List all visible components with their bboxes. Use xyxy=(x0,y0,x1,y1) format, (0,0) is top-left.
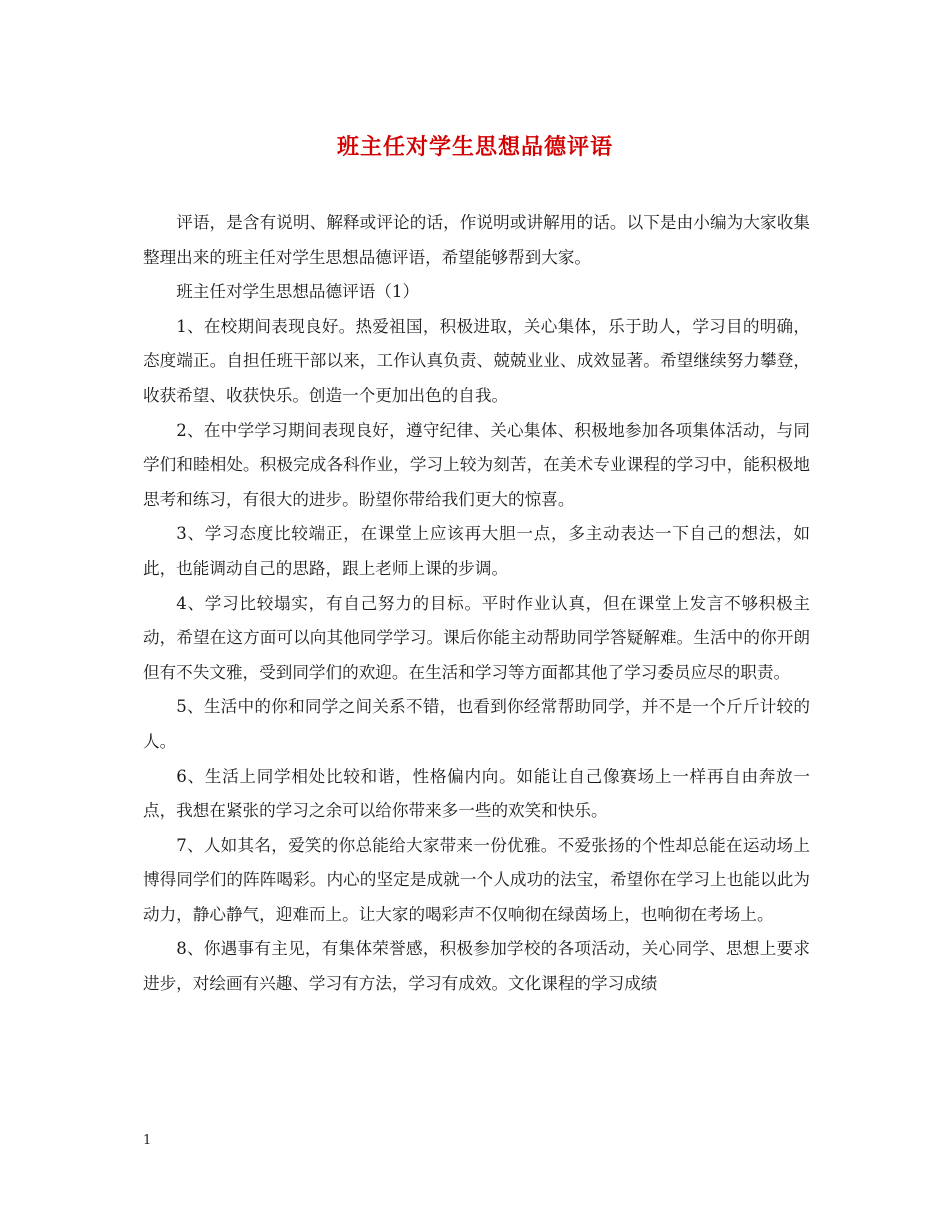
comment-paragraph: 4、学习比较塌实，有自己努力的目标。平时作业认真，但在课堂上发言不够积极主动，希望在这方面可以向其他同学学习。课后你能主动帮助同学答疑解难。生活中的你开朗但有不失文雅，受到同学们的欢迎。在生活和学习等方面都其他了学习委员应尽的职责。 xyxy=(143,593,810,682)
comment-paragraph: 7、人如其名，爱笑的你总能给大家带来一份优雅。不爱张扬的个性却总能在运动场上博得同学们的阵阵喝彩。内心的坚定是成就一个人成功的法宝，希望你在学习上也能以此为动力，静心静气，迎难而上。让大家的喝彩声不仅响彻在绿茵场上，也响彻在考场上。 xyxy=(143,835,810,924)
intro-paragraph: 评语，是含有说明、解释或评论的话，作说明或讲解用的话。以下是由小编为大家收集整理出来的班主任对学生思想品德评语，希望能够帮到大家。 xyxy=(143,213,810,267)
comment-paragraph: 2、在中学学习期间表现良好，遵守纪律、关心集体、积极地参加各项集体活动，与同学们和睦相处。积极完成各科作业，学习上较为刻苦，在美术专业课程的学习中，能积极地思考和练习，有很大的进步。盼望你带给我们更大的惊喜。 xyxy=(143,420,810,509)
comment-paragraph: 6、生活上同学相处比较和谐，性格偏内向。如能让自己像赛场上一样再自由奔放一点，我想在紧张的学习之余可以给你带来多一些的欢笑和快乐。 xyxy=(143,766,810,821)
document-title: 班主任对学生思想品德评语 xyxy=(336,134,613,160)
comment-paragraph: 3、学习态度比较端正，在课堂上应该再大胆一点，多主动表达一下自己的想法，如此，也能调动自己的思路，跟上老师上课的步调。 xyxy=(143,524,810,578)
comment-paragraph: 8、你遇事有主见，有集体荣誉感，积极参加学校的各项活动，关心同学、思想上要求进步，对绘画有兴趣、学习有方法，学习有成效。文化课程的学习成绩 xyxy=(143,939,810,994)
section-heading: 班主任对学生思想品德评语（1） xyxy=(176,282,420,302)
page-number: 1 xyxy=(143,1133,152,1148)
comment-paragraph: 1、在校期间表现良好。热爱祖国，积极进取，关心集体，乐于助人，学习目的明确，态度端正。自担任班干部以来，工作认真负责、兢兢业业、成效显著。希望继续努力攀登，收获希望、收获快乐。创造一个更加出色的自我。 xyxy=(143,316,810,405)
comment-paragraph: 5、生活中的你和同学之间关系不错，也看到你经常帮助同学，并不是一个斤斤计较的人。 xyxy=(143,697,810,751)
document-body xyxy=(143,206,810,1002)
